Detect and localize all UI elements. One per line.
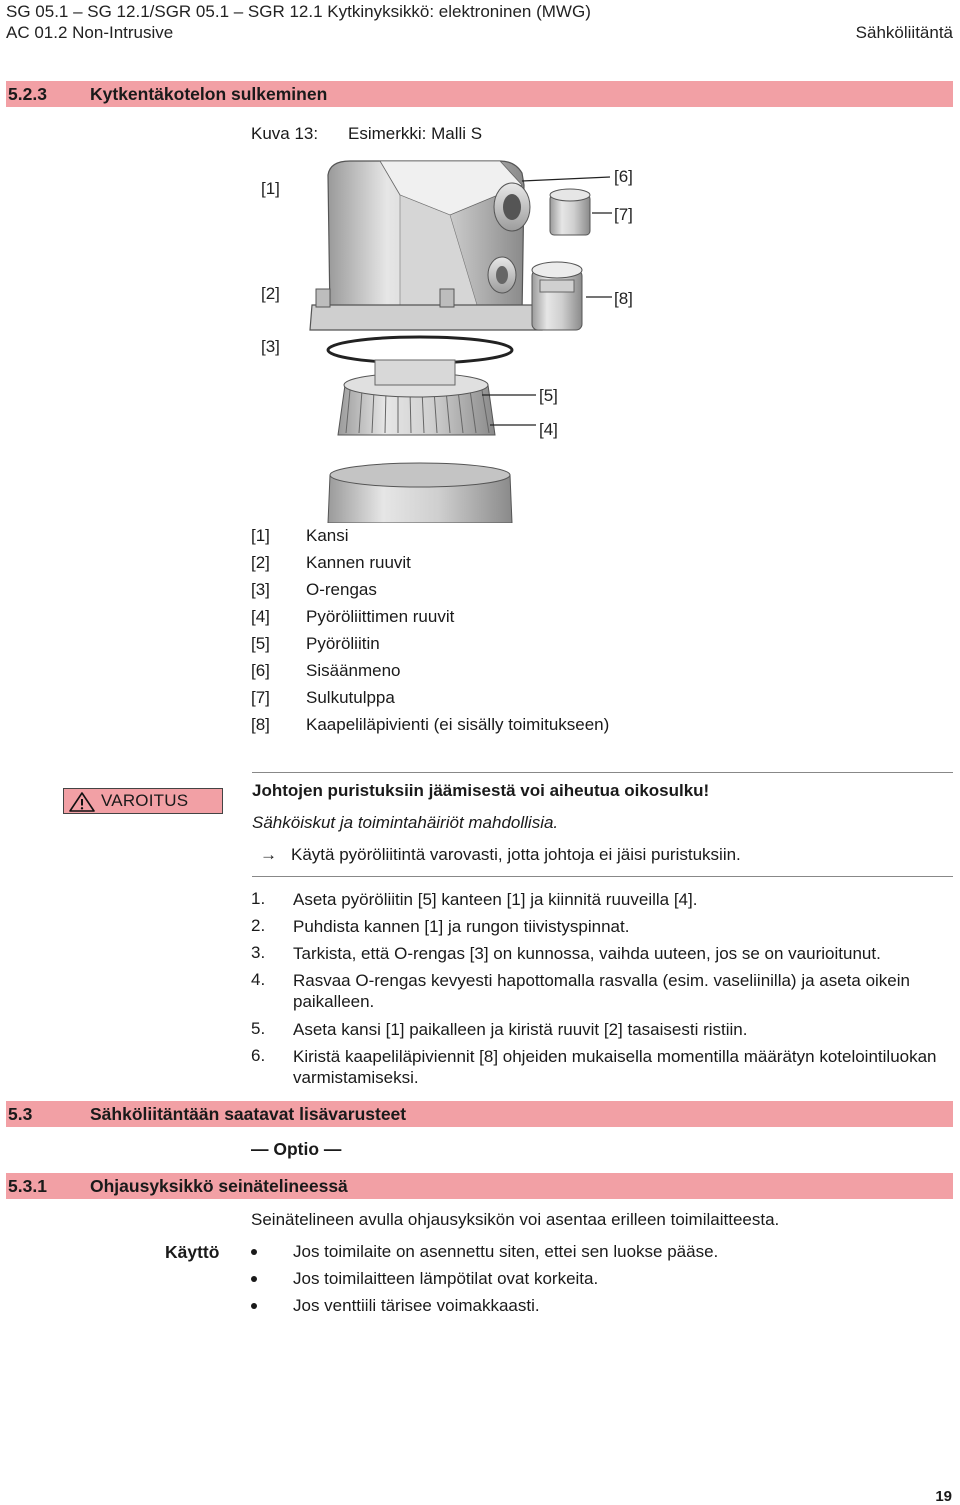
callout-3: [3] (261, 337, 280, 356)
header-chapter: Sähköliitäntä (855, 23, 953, 42)
page-number: 19 (935, 1488, 952, 1505)
header-subtitle: AC 01.2 Non-Intrusive (6, 23, 174, 42)
warning-badge (63, 788, 223, 814)
figure-caption-text: Esimerkki: Malli S (348, 124, 483, 143)
bullet-icon (251, 1303, 257, 1309)
figure-caption-label: Kuva 13: (251, 124, 319, 143)
section-heading-5-2-3 (6, 81, 953, 107)
section-number: 5.3 (8, 1104, 33, 1124)
section-number: 5.3.1 (8, 1176, 47, 1196)
callout-2: [2] (261, 284, 280, 303)
section-title: Kytkentäkotelon sulkeminen (90, 84, 328, 104)
section-title: Ohjausyksikkö seinätelineessä (90, 1176, 348, 1196)
warning-rule-bottom (252, 876, 953, 877)
warning-triangle-icon (69, 792, 95, 812)
section-title: Sähköliitäntään saatavat lisävarusteet (90, 1104, 407, 1124)
exploded-view-illustration (250, 155, 670, 523)
warning-title: Johtojen puristuksiin jäämisestä voi aiheutua oikosulku! (252, 781, 710, 800)
usage-label: Käyttö (165, 1242, 220, 1262)
section-number: 5.2.3 (8, 84, 47, 104)
header-title: SG 05.1 – SG 12.1/SGR 05.1 – SGR 12.1 Kytkinyksikkö: elektroninen (MWG) (6, 2, 591, 21)
intro-text: Seinätelineen avulla ohjausyksikön voi asentaa erilleen toimilaitteesta. (251, 1210, 780, 1229)
warning-subtitle: Sähköiskut ja toimintahäiriöt mahdollisia. (252, 813, 559, 832)
callout-8: [8] (614, 289, 633, 308)
callout-5: [5] (539, 386, 558, 405)
callout-7: [7] (614, 205, 633, 224)
section-heading-5-3 (6, 1101, 953, 1127)
callout-4: [4] (539, 420, 558, 439)
warning-action: Käytä pyöröliitintä varovasti, jotta johtoja ei jäisi puristuksiin. (291, 845, 741, 864)
arrow-icon: → (260, 845, 277, 864)
option-label: — Optio — (251, 1139, 342, 1159)
warning-rule-top (252, 772, 953, 773)
bullet-icon (251, 1276, 257, 1282)
callout-1: [1] (261, 179, 280, 198)
bullet-icon (251, 1249, 257, 1255)
section-heading-5-3-1 (6, 1173, 953, 1199)
warning-badge-label: VAROITUS (101, 791, 189, 810)
callout-6: [6] (614, 167, 633, 186)
